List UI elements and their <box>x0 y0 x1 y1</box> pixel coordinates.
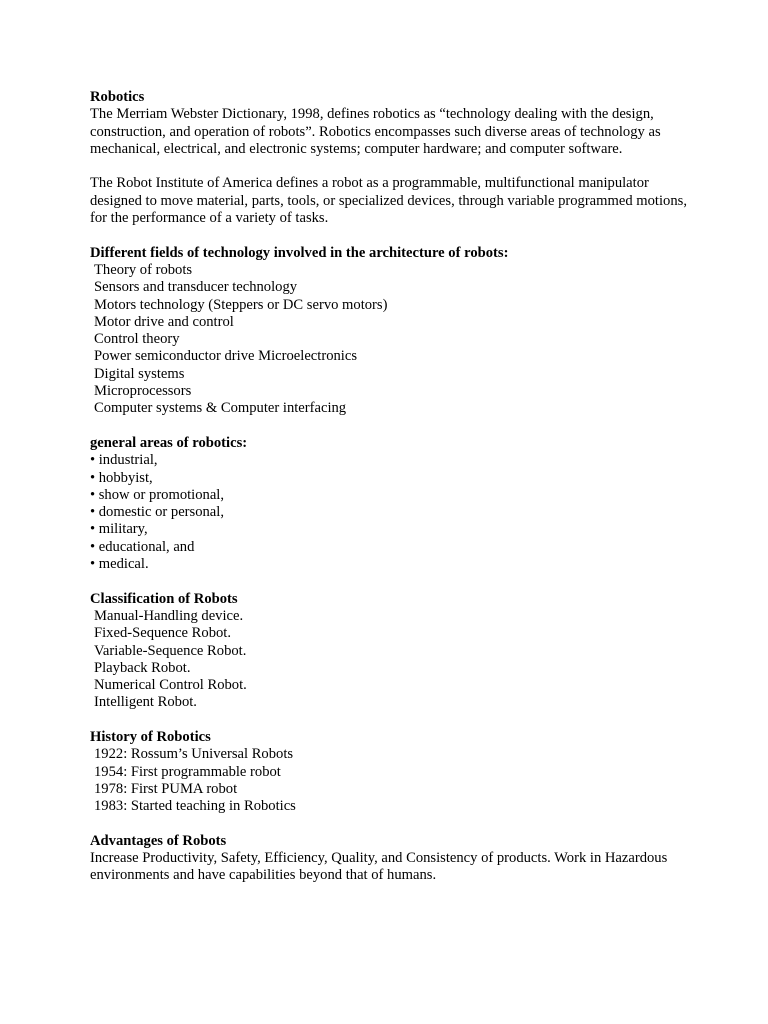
areas-heading: general areas of robotics: <box>90 434 248 451</box>
history-list <box>90 746 700 815</box>
classification-list <box>90 608 700 712</box>
list-item: Sensors and transducer technology <box>94 279 298 296</box>
robot-institute-paragraph: The Robot Institute of America defines a robot as a programmable, multifunctional manipulator designed to move material, parts, tools, or specialized devices, through variable programmed motions, for the performance of a variety of tasks. <box>90 175 687 227</box>
list-item: • hobbyist, <box>90 469 153 486</box>
fields-heading: Different fields of technology involved in the architecture of robots: <box>90 244 509 261</box>
list-item: 1954: First programmable robot <box>94 763 281 780</box>
list-item: • show or promotional, <box>90 486 225 503</box>
advantages-paragraph: Increase Productivity, Safety, Efficiency, Quality, and Consistency of products. Work in Hazardous environments and have capabilities beyond that of humans. <box>90 850 668 884</box>
list-item: • educational, and <box>90 538 195 555</box>
list-item: Digital systems <box>94 365 185 382</box>
areas-list <box>90 452 700 573</box>
list-item: Manual-Handling device. <box>94 607 244 624</box>
list-item: Computer systems & Computer interfacing <box>94 400 347 417</box>
list-item: Variable-Sequence Robot. <box>94 642 247 659</box>
advantages-section <box>90 833 700 885</box>
list-item: • medical. <box>90 556 149 573</box>
classification-section <box>90 591 700 712</box>
list-item: 1983: Started teaching in Robotics <box>94 798 296 815</box>
history-heading: History of Robotics <box>90 728 211 745</box>
fields-section <box>90 245 700 418</box>
list-item: Theory of robots <box>94 261 193 278</box>
list-item: Motors technology (Steppers or DC servo motors) <box>94 296 388 313</box>
list-item: • industrial, <box>90 452 158 469</box>
list-item: Microprocessors <box>94 383 192 400</box>
list-item: Intelligent Robot. <box>94 694 197 711</box>
list-item: Fixed-Sequence Robot. <box>94 625 231 642</box>
list-item: • domestic or personal, <box>90 504 224 521</box>
list-item: Control theory <box>94 331 180 348</box>
areas-section <box>90 435 700 573</box>
intro-section <box>90 89 700 227</box>
classification-heading: Classification of Robots <box>90 590 238 607</box>
advantages-heading: Advantages of Robots <box>90 832 227 849</box>
fields-list <box>90 262 700 418</box>
list-item: • military, <box>90 521 148 538</box>
list-item: 1922: Rossum’s Universal Robots <box>94 746 294 763</box>
list-item: Power semiconductor drive Microelectronics <box>94 348 358 365</box>
document-content <box>90 89 700 902</box>
list-item: Numerical Control Robot. <box>94 677 247 694</box>
history-section <box>90 729 700 815</box>
definition-paragraph: The Merriam Webster Dictionary, 1998, defines robotics as “technology dealing with the design, construction, and operation of robots”. Robotics encompasses such diverse areas of technology as mechanical, electrical, and electronic systems; computer hardware; and computer software. <box>90 106 661 157</box>
list-item: Playback Robot. <box>94 659 191 676</box>
robotics-heading: Robotics <box>90 89 145 105</box>
list-item: 1978: First PUMA robot <box>94 780 238 797</box>
list-item: Motor drive and control <box>94 313 234 330</box>
